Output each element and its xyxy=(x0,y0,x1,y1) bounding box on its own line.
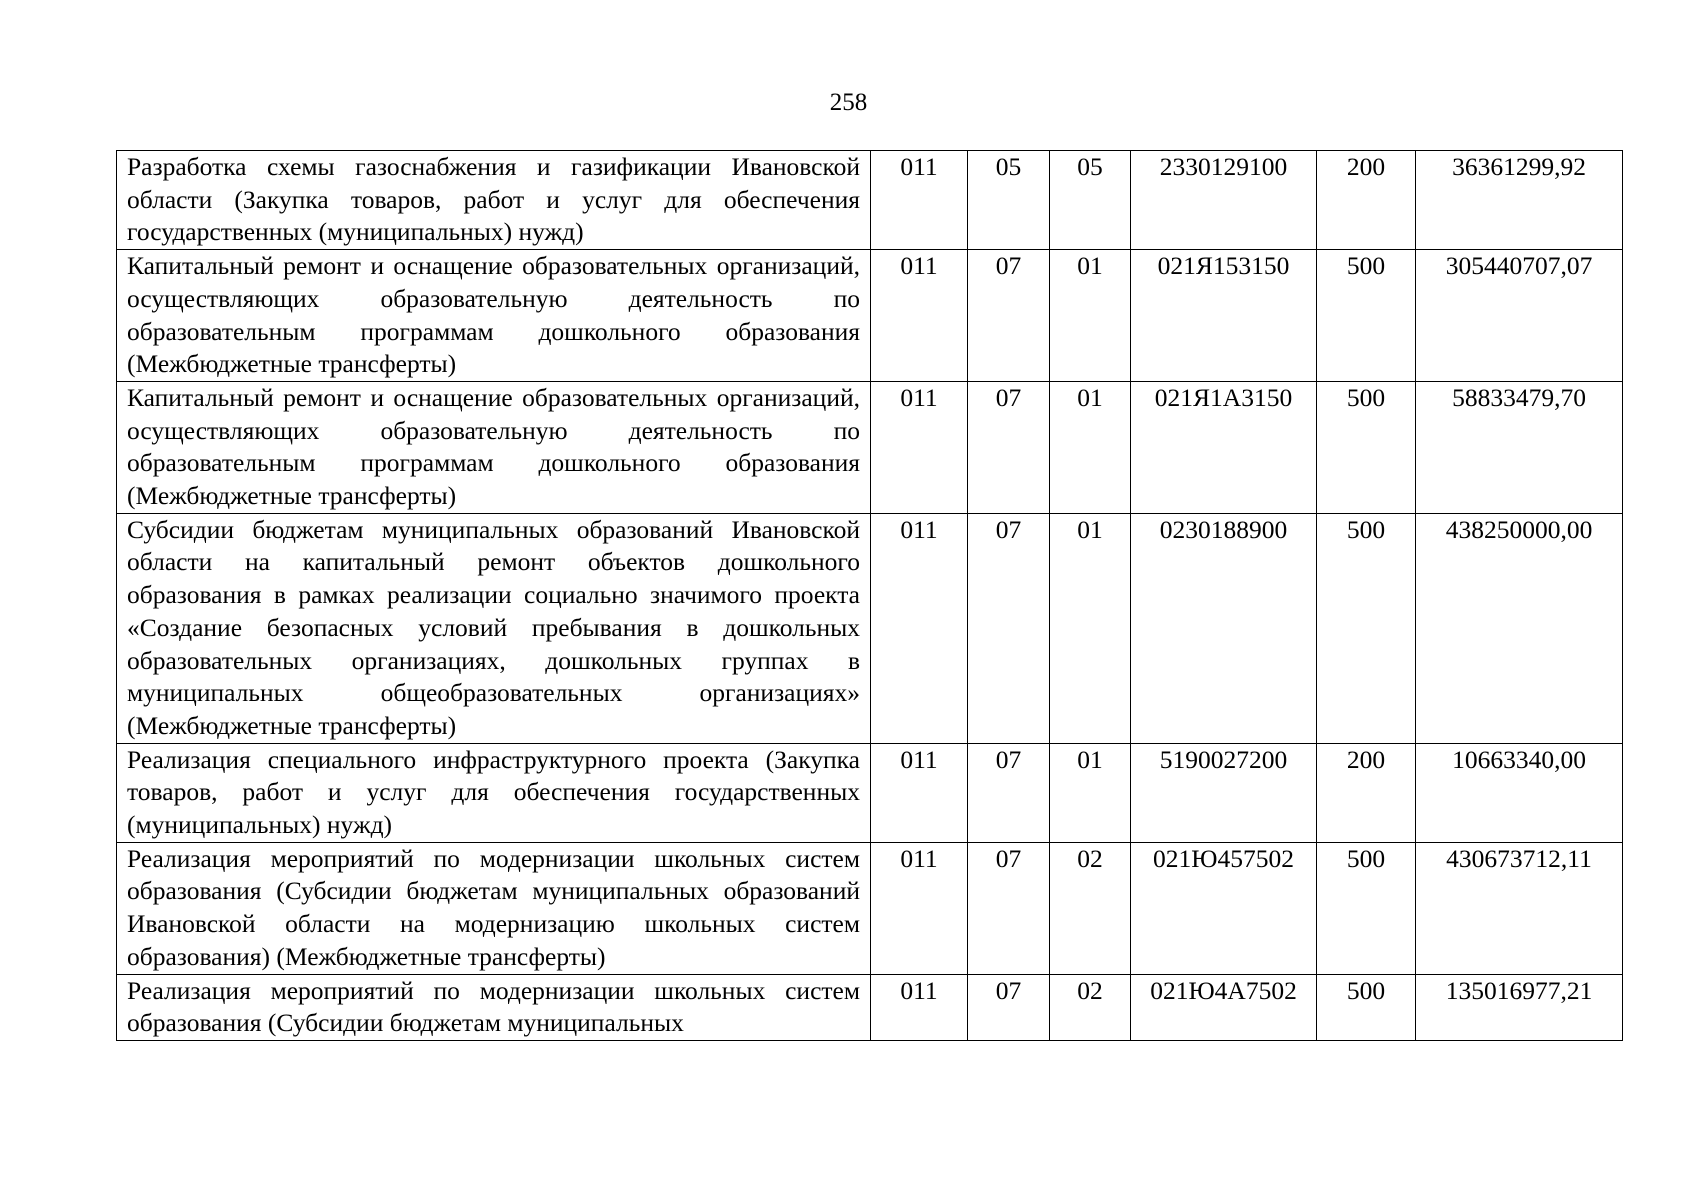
expense-type-code: 500 xyxy=(1317,513,1416,743)
subsection-code: 01 xyxy=(1050,381,1131,513)
table-body xyxy=(117,151,1623,1041)
target-article-code: 2330129100 xyxy=(1131,151,1317,250)
subsection-code: 01 xyxy=(1050,743,1131,842)
expense-type-code: 500 xyxy=(1317,974,1416,1040)
amount-value: 36361299,92 xyxy=(1416,151,1623,250)
expense-description: Субсидии бюджетам муниципальных образований Ивановской области на капитальный ремонт объектов дошкольного образования в рамках реализации социально значимого проекта «Создание безопасных условий пребывания в дошкольных образовательных организациях, дошкольных группах в муниципальных общеобразовательных организациях» (Межбюджетные трансферты) xyxy=(117,513,871,743)
amount-value: 438250000,00 xyxy=(1416,513,1623,743)
ministry-code: 011 xyxy=(871,842,968,974)
amount-value: 305440707,07 xyxy=(1416,250,1623,382)
expense-description: Капитальный ремонт и оснащение образовательных организаций, осуществляющих образовательную деятельность по образовательным программам дошкольного образования (Межбюджетные трансферты) xyxy=(117,381,871,513)
expense-type-code: 500 xyxy=(1317,381,1416,513)
subsection-code: 01 xyxy=(1050,250,1131,382)
amount-value: 430673712,11 xyxy=(1416,842,1623,974)
table-row xyxy=(117,513,1623,743)
expense-description: Реализация специального инфраструктурного проекта (Закупка товаров, работ и услуг для обеспечения государственных (муниципальных) нужд) xyxy=(117,743,871,842)
table-row xyxy=(117,250,1623,382)
table-row xyxy=(117,381,1623,513)
target-article-code: 0230188900 xyxy=(1131,513,1317,743)
table-row xyxy=(117,974,1623,1040)
table-row xyxy=(117,842,1623,974)
target-article-code: 021Я153150 xyxy=(1131,250,1317,382)
table-row xyxy=(117,743,1623,842)
table-row xyxy=(117,151,1623,250)
target-article-code: 5190027200 xyxy=(1131,743,1317,842)
ministry-code: 011 xyxy=(871,513,968,743)
section-code: 07 xyxy=(968,743,1050,842)
expense-description: Капитальный ремонт и оснащение образовательных организаций, осуществляющих образовательную деятельность по образовательным программам дошкольного образования (Межбюджетные трансферты) xyxy=(117,250,871,382)
ministry-code: 011 xyxy=(871,974,968,1040)
expense-description: Реализация мероприятий по модернизации школьных систем образования (Субсидии бюджетам муниципальных образований Ивановской области на модернизацию школьных систем образования) (Межбюджетные трансферты) xyxy=(117,842,871,974)
subsection-code: 02 xyxy=(1050,974,1131,1040)
ministry-code: 011 xyxy=(871,381,968,513)
expense-type-code: 200 xyxy=(1317,743,1416,842)
expense-description: Реализация мероприятий по модернизации школьных систем образования (Субсидии бюджетам муниципальных xyxy=(117,974,871,1040)
section-code: 07 xyxy=(968,974,1050,1040)
ministry-code: 011 xyxy=(871,743,968,842)
section-code: 07 xyxy=(968,842,1050,974)
expense-type-code: 500 xyxy=(1317,250,1416,382)
target-article-code: 021Ю4А7502 xyxy=(1131,974,1317,1040)
target-article-code: 021Я1А3150 xyxy=(1131,381,1317,513)
expense-description: Разработка схемы газоснабжения и газификации Ивановской области (Закупка товаров, работ и услуг для обеспечения государственных (муниципальных) нужд) xyxy=(117,151,871,250)
section-code: 07 xyxy=(968,381,1050,513)
amount-value: 10663340,00 xyxy=(1416,743,1623,842)
ministry-code: 011 xyxy=(871,250,968,382)
subsection-code: 01 xyxy=(1050,513,1131,743)
expense-type-code: 200 xyxy=(1317,151,1416,250)
expense-type-code: 500 xyxy=(1317,842,1416,974)
page-number: 258 xyxy=(829,89,868,116)
section-code: 05 xyxy=(968,151,1050,250)
section-code: 07 xyxy=(968,513,1050,743)
subsection-code: 05 xyxy=(1050,151,1131,250)
amount-value: 135016977,21 xyxy=(1416,974,1623,1040)
amount-value: 58833479,70 xyxy=(1416,381,1623,513)
subsection-code: 02 xyxy=(1050,842,1131,974)
section-code: 07 xyxy=(968,250,1050,382)
budget-table xyxy=(116,150,1623,1041)
ministry-code: 011 xyxy=(871,151,968,250)
target-article-code: 021Ю457502 xyxy=(1131,842,1317,974)
